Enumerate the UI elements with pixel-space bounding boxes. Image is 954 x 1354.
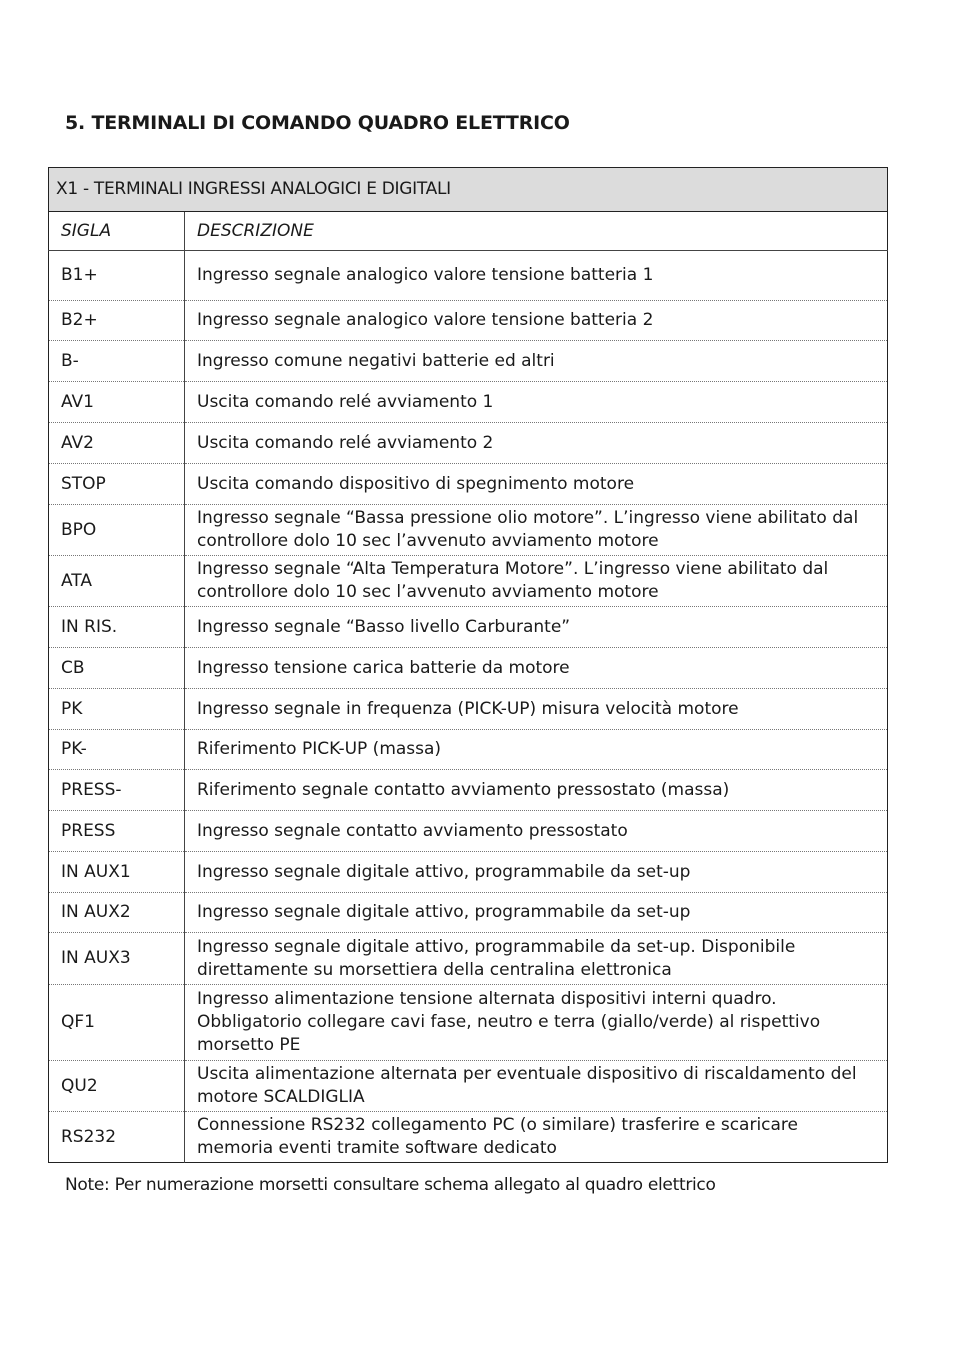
terminal-description: Ingresso alimentazione tensione alternata dispositivi interni quadro. Obbligatorio collegare cavi fase, neutro e terra (giallo/verde) al rispettivo morsetto PE	[185, 985, 888, 1061]
terminal-code: PRESS-	[49, 770, 185, 811]
terminal-description: Uscita alimentazione alternata per eventuale dispositivo di riscaldamento del motore SCALDIGLIA	[185, 1061, 888, 1112]
terminal-description: Ingresso segnale digitale attivo, programmabile da set-up	[185, 893, 888, 933]
terminal-description: Ingresso segnale “Alta Temperatura Motore”. L’ingresso viene abilitato dal controllore dolo 10 sec l’avvenuto avviamento motore	[185, 556, 888, 607]
column-header-row	[49, 212, 888, 251]
section-title: 5. TERMINALI DI COMANDO QUADRO ELETTRICO	[65, 112, 570, 134]
table-row	[49, 382, 888, 423]
table-row	[49, 852, 888, 893]
terminal-code: B-	[49, 341, 185, 382]
terminal-code: AV2	[49, 423, 185, 464]
terminal-code: B2+	[49, 301, 185, 341]
terminal-code: ATA	[49, 556, 185, 607]
terminal-code: AV1	[49, 382, 185, 423]
table-row	[49, 893, 888, 933]
terminal-code: BPO	[49, 505, 185, 556]
terminal-description: Connessione RS232 collegamento PC (o similare) trasferire e scaricare memoria eventi tramite software dedicato	[197, 1115, 799, 1158]
table-title-row	[49, 168, 888, 212]
terminal-description: Riferimento segnale contatto avviamento pressostato (massa)	[185, 770, 888, 811]
table-row	[49, 301, 888, 341]
terminal-code: CB	[49, 648, 185, 689]
table-row	[49, 341, 888, 382]
terminal-code: B1+	[49, 251, 185, 301]
column-header-descrizione: DESCRIZIONE	[185, 212, 888, 251]
terminal-code: IN AUX1	[49, 852, 185, 893]
terminal-code: QF1	[49, 985, 185, 1061]
table-row	[49, 556, 888, 607]
terminal-code: PK	[49, 689, 185, 730]
terminal-code: IN AUX3	[49, 933, 185, 985]
terminal-description: Uscita comando dispositivo di spegnimento motore	[185, 464, 888, 505]
table-row	[49, 505, 888, 556]
table-row	[49, 811, 888, 852]
terminal-code: PRESS	[49, 811, 185, 852]
terminal-code: QU2	[49, 1061, 185, 1112]
terminal-description: Ingresso segnale digitale attivo, programmabile da set-up. Disponibile direttamente su morsettiera della centralina elettronica	[185, 933, 888, 985]
table-row	[49, 1112, 888, 1163]
terminal-description: Ingresso segnale analogico valore tensione batteria 1	[185, 251, 888, 301]
column-header-sigla: SIGLA	[49, 212, 185, 251]
terminal-description: Ingresso segnale contatto avviamento pressostato	[185, 811, 888, 852]
table-row	[49, 607, 888, 648]
table-row	[49, 985, 888, 1061]
terminal-description: Ingresso comune negativi batterie ed altri	[185, 341, 888, 382]
terminal-code: RS232	[49, 1112, 185, 1163]
terminal-description: Uscita comando relé avviamento 2	[185, 423, 888, 464]
table-row	[49, 770, 888, 811]
terminal-description: Ingresso segnale analogico valore tensione batteria 2	[185, 301, 888, 341]
table-row	[49, 423, 888, 464]
terminal-description: Ingresso segnale “Bassa pressione olio motore”. L’ingresso viene abilitato dal controllore dolo 10 sec l’avvenuto avviamento motore	[185, 505, 888, 556]
table-row	[49, 464, 888, 505]
terminal-description: Uscita comando relé avviamento 1	[185, 382, 888, 423]
table-title: X1 - TERMINALI INGRESSI ANALOGICI E DIGITALI	[49, 168, 888, 212]
table-row	[49, 689, 888, 730]
terminal-description: Ingresso segnale digitale attivo, programmabile da set-up	[185, 852, 888, 893]
table-row	[49, 251, 888, 301]
terminal-code: IN RIS.	[49, 607, 185, 648]
footnote: Note: Per numerazione morsetti consultare schema allegato al quadro elettrico	[65, 1175, 716, 1195]
table-row	[49, 648, 888, 689]
terminal-description: Ingresso segnale “Basso livello Carburante”	[185, 607, 888, 648]
terminal-code: IN AUX2	[49, 893, 185, 933]
terminal-description: Ingresso segnale in frequenza (PICK-UP) misura velocità motore	[185, 689, 888, 730]
terminal-code: STOP	[49, 464, 185, 505]
table-row	[49, 730, 888, 770]
table-row	[49, 933, 888, 985]
terminal-description: Ingresso tensione carica batterie da motore	[185, 648, 888, 689]
terminal-code: PK-	[49, 730, 185, 770]
table-row	[49, 1061, 888, 1112]
terminals-table	[48, 167, 888, 1163]
terminal-description: Riferimento PICK-UP (massa)	[185, 730, 888, 770]
